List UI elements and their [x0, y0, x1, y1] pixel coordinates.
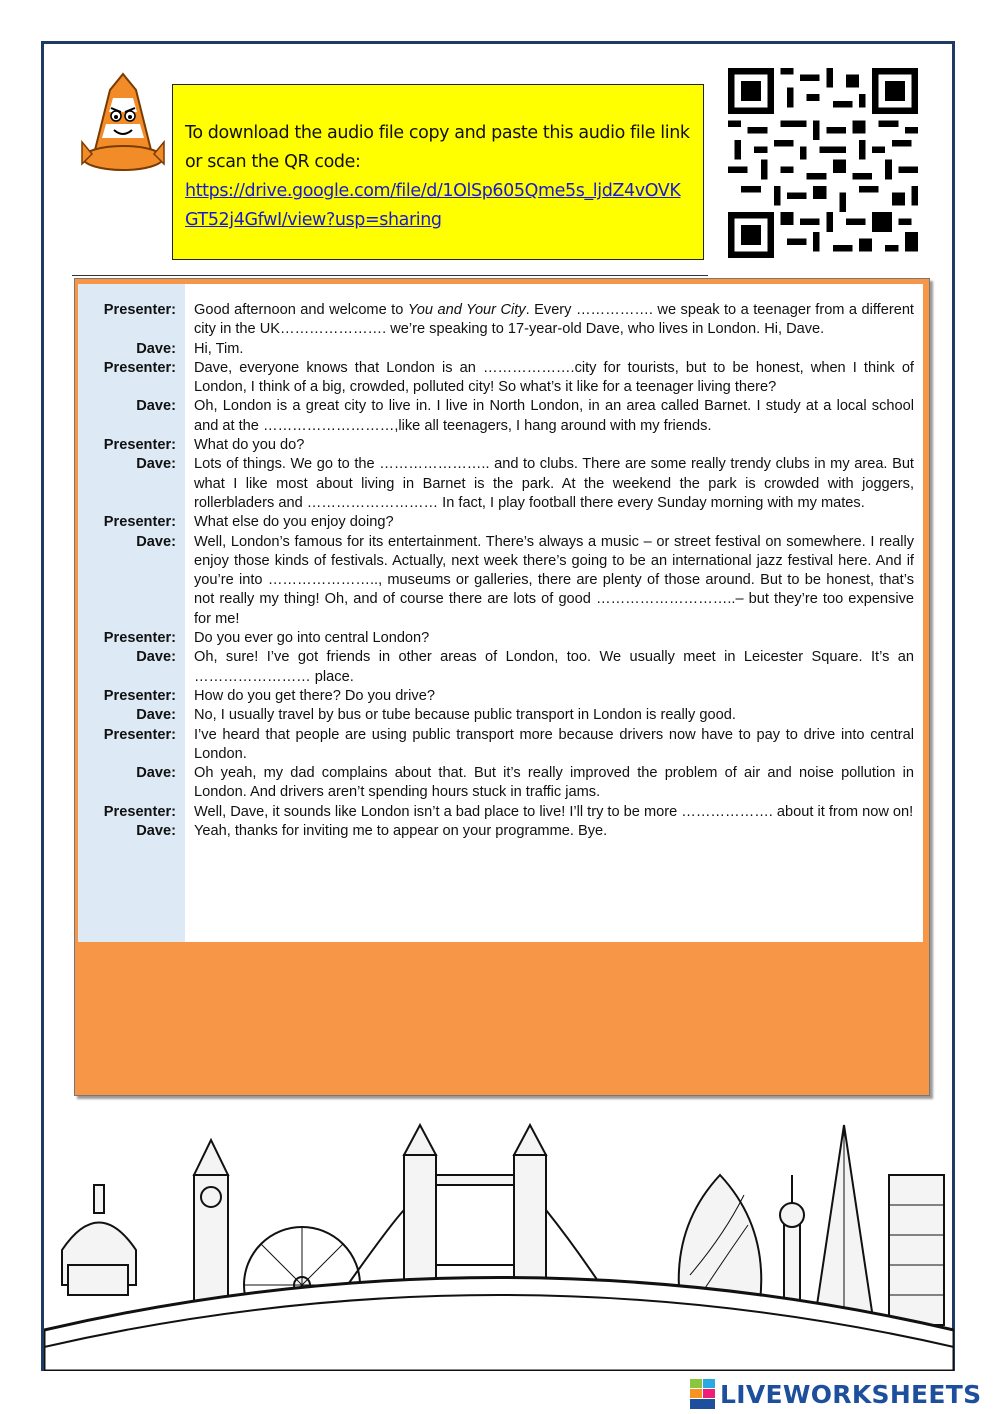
liveworksheets-logo[interactable] — [690, 1378, 981, 1410]
dialogue-line: Oh, sure! I’ve got friends in other areas of London, too. We usually meet in Leicester Square. It’s an …………………… place. — [194, 649, 914, 685]
liveworksheets-badge-icon — [690, 1379, 716, 1409]
dialogue-line: Dave, everyone knows that London is an ……………….city for tourists, but to be honest, when I think of London, I think of a big, crowded, polluted city! So what’s it like for a teenager living there? — [194, 359, 914, 396]
dialogue-line: Yeah, thanks for inviting me to appear on your programme. Bye. — [194, 823, 608, 840]
dialogue-line: How do you get there? Do you drive? — [194, 687, 435, 704]
dialogue-line: Well, London’s famous for its entertainment. There’s always a music – or street festival on somewhere. I really enjoy those kinds of festivals. Actually, next week there’s going to be an international jazz festival here. And if you’re into ………………….., museums or galleries, there are plenty of those around. But to be honest, that’s not really my thing! Oh, and of course there are lots of good ………………………..– but they’re too expensive for me! — [194, 533, 914, 627]
speaker-label: Dave: — [136, 823, 176, 840]
dialogue-row — [78, 648, 914, 687]
dialogue-row — [78, 687, 914, 706]
dialogue-row — [78, 706, 914, 725]
dialogue-line: Hi, Tim. — [194, 340, 244, 357]
dialogue-row — [78, 455, 914, 513]
dialogue-line: I’ve heard that people are using public transport more because drivers now have to pay to drive into central London. — [194, 726, 914, 762]
speaker-label: Dave: — [136, 765, 176, 782]
audio-instructions-box — [172, 84, 704, 260]
qr-code-icon[interactable] — [727, 68, 919, 258]
dialogue-row — [78, 397, 914, 436]
dialogue-row — [78, 533, 914, 629]
dialogue-line: Do you ever go into central London? — [194, 630, 430, 647]
dialogue-line: What else do you enjoy doing? — [194, 514, 394, 531]
speaker-label: Presenter: — [103, 803, 176, 820]
audio-instructions: To download the audio file copy and paste this audio file link or scan the QR code: — [185, 123, 690, 172]
speaker-label: Presenter: — [103, 630, 176, 647]
dialogue-line: Oh, London is a great city to live in. I live in North London, in an area called Barnet. I study at a local school and at the ………………………,like all teenagers, I hang around with my friends. — [194, 398, 914, 434]
vlc-cone-icon — [78, 68, 168, 178]
show-title: You and Your City — [407, 302, 526, 318]
brand-name: LIVEWORKSHEETS — [720, 1379, 982, 1409]
dialogue-row — [78, 436, 914, 455]
speaker-label: Presenter: — [103, 514, 176, 531]
dialogue-row — [78, 764, 914, 803]
dialogue-row — [78, 822, 914, 841]
dialogue-row — [78, 359, 914, 398]
dialogue-line: What do you do? — [194, 437, 305, 454]
dialogue-line: Good afternoon and welcome to You and Your City. Every ……………. we speak to a teenager from a different city in the UK…………………. we’re speaking to 17-year-old Dave, who lives in London. Hi, Dave. — [194, 302, 914, 338]
london-skyline-illustration — [44, 1115, 954, 1371]
dialogue-row — [78, 301, 914, 340]
speaker-label: Dave: — [136, 533, 176, 550]
dialogue-line: No, I usually travel by bus or tube because public transport in London is really good. — [194, 707, 736, 724]
dialogue-row — [78, 513, 914, 532]
speaker-label: Presenter: — [103, 359, 176, 376]
speaker-label: Dave: — [136, 649, 176, 666]
speaker-label: Dave: — [136, 456, 176, 473]
speaker-label: Presenter: — [103, 687, 176, 704]
speaker-label: Presenter: — [103, 437, 176, 454]
speaker-label: Dave: — [136, 707, 176, 724]
dialogue-row — [78, 726, 914, 765]
speaker-label: Dave: — [136, 398, 176, 415]
audio-link[interactable]: https://drive.google.com/file/d/1OlSp605Qme5s_ljdZ4vOVKGT52j4GfwI/view?usp=sharing — [185, 181, 681, 230]
dialogue-row — [78, 629, 914, 648]
dialogue-line: Oh yeah, my dad complains about that. But it’s really improved the problem of air and noise pollution in London. And drivers aren’t spending hours stuck in traffic jams. — [194, 765, 914, 801]
speaker-label: Presenter: — [103, 726, 176, 743]
dialogue-row — [78, 803, 914, 822]
dialogue-line: Well, Dave, it sounds like London isn’t a bad place to live! I’ll try to be more ………………. about it from now on! — [194, 803, 914, 820]
header-divider — [72, 275, 708, 276]
speaker-label: Dave: — [136, 340, 176, 357]
dialogue-table — [78, 301, 914, 841]
dialogue-line: Lots of things. We go to the ………………….. and to clubs. There are some really trendy clubs in my area. But what I like most about living in Barnet is the park. At the weekend the park is crowded with joggers, rollerbladers and ……………………… In fact, I play football there every Sunday morning with my mates. — [194, 456, 914, 511]
dialogue-row — [78, 340, 914, 359]
speaker-label: Presenter: — [103, 302, 176, 318]
